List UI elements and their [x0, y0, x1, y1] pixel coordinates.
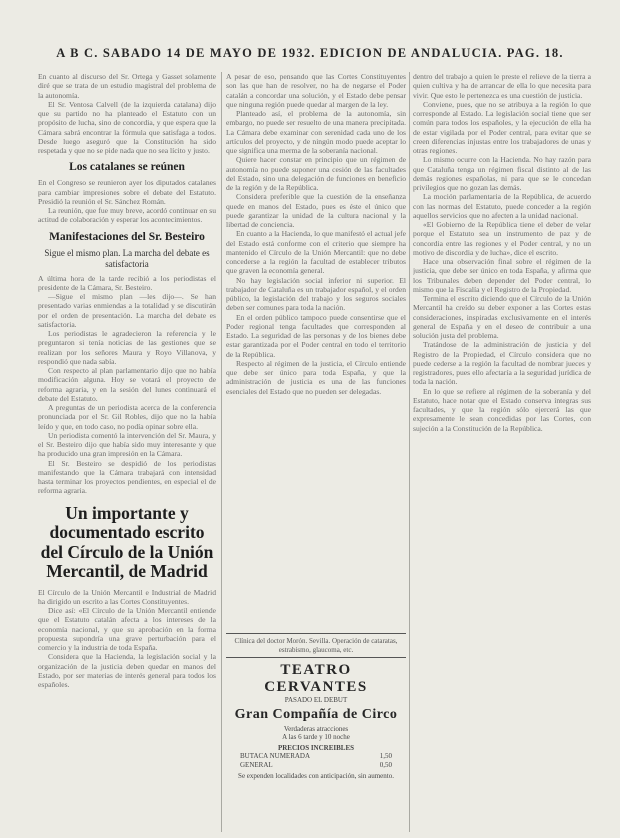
paragraph: Hace una observación final sobre el régimen de la justicia, que debe ser único en toda España, y afirma que los Tribunales deben depender del Poder central, lo mismo que la Fiscalía y el Registro de la Propiedad.	[413, 257, 591, 294]
ad-note: Se expenden localidades con anticipación, sin aumento.	[238, 772, 394, 781]
paragraph: —Sigue el mismo plan —les dijo—. Se han presentado varias enmiendas a la totalidad y se discutirán por el orden de presentación. La marcha del debate es satisfactoria.	[38, 292, 216, 329]
paragraph: En cuanto al discurso del Sr. Ortega y Gasset solamente diré que se trata de un estudio magistral del problema de la autonomía.	[38, 72, 216, 100]
headline-circulo: Un importante y documentado escrito del Círculo de la Unión Mercantil, de Madrid	[40, 502, 214, 581]
paragraph: A última hora de la tarde recibió a los periodistas el presidente de la Cámara, Sr. Besteiro.	[38, 273, 216, 292]
paragraph: Respecto al régimen de la justicia, el Círculo entiende que debe ser único para toda España, y que la administración de justicia es una de las funciones esenciales del Estado que no pueden ser delegadas.	[226, 358, 406, 396]
paragraph: Con respecto al plan parlamentario dijo que no había modificación alguna. Hoy se votará el proyecto de reforma agraria, y en la sesión del lunes continuará el debate del Estatuto.	[38, 366, 216, 403]
paragraph: Lo mismo ocurre con la Hacienda. No hay razón para que Cataluña tenga un régimen fiscal distinto al de las demás regiones españolas, ni para que se le concedan privilegios que no gozan las demás.	[413, 155, 591, 192]
clinic-ad: Clínica del doctor Morón. Sevilla. Operación de cataratas, estrabismo, glaucoma, etc.	[226, 637, 406, 658]
subheading-besteiro: Manifestaciones del Sr. Besteiro	[49, 230, 205, 243]
paragraph: A pesar de eso, pensando que las Cortes Constituyentes son las que han de resolver, no ha de negarse el Poder catalán a concordar una solución, y el Estado debe pensar que ninguna región puede quedar al margen de la ley.	[226, 72, 406, 109]
paragraph: Conviene, pues, que no se atribuya a la región lo que corresponde al Estado. La legislación social tiene que ser común para todos los españoles, y la ejecución de ella ha de estar vigilada por el Poder central, para evitar que se creen diferencias injustas entre los trabajadores de unas y otras regiones.	[413, 99, 591, 155]
paragraph: Dice así: «El Círculo de la Unión Mercantil entiende que el Estatuto catalán afecta a los intereses de la economía nacional, y que su aprobación en la forma propuesta supondría una grave perturbación para el comercio y la industria de toda España.	[38, 606, 216, 652]
column-rule	[409, 72, 410, 832]
paragraph: Considera preferible que la cuestión de la enseñanza quede en manos del Estado, pues es éste el único que puede garantizar la unidad de la cultura nacional y la libertad de conciencia.	[226, 192, 406, 229]
price-value: 1,50	[379, 752, 392, 761]
paragraph: Considera que la Hacienda, la legislación social y la organización de la justicia deben quedar en manos del Estado, por ser materias de interés general para todos los españoles.	[38, 652, 216, 689]
price-value: 0,50	[379, 761, 392, 770]
circus-company: Gran Compañía de Circo	[234, 706, 398, 722]
paragraph: En lo que se refiere al régimen de la soberanía y del Estatuto, hace notar que el Estado conserva íntegras sus facultades, y que la región sólo ejercerá las que expresamente le sean concedidas por las Cortes, con sujeción a la Constitución de la República.	[413, 386, 591, 433]
paragraph: Termina el escrito diciendo que el Círculo de la Unión Mercantil ha creído su deber exponer a las Cortes estas consideraciones, inspiradas exclusivamente en el interés general de España y en el deseo de contribuir a una solución justa del problema.	[413, 294, 591, 340]
paragraph: La reunión, que fue muy breve, acordó continuar en su actitud de colaboración y esperar los acontecimientos.	[38, 206, 216, 225]
paragraph: A preguntas de un periodista acerca de la conferencia pronunciada por el Sr. Gil Robles, dijo que no la había leído y que, en todo caso, no podía opinar sobre ella.	[38, 403, 216, 431]
paragraph: «El Gobierno de la República tiene el deber de velar porque el Estatuto sea un instrumento de paz y de concordia entre las regiones y el Poder central, y no un motivo de discordia y de lucha», dice el escrito.	[413, 220, 591, 257]
column-3	[413, 72, 591, 832]
column-rule	[221, 72, 222, 832]
paragraph: Un periodista comentó la intervención del Sr. Maura, y el Sr. Besteiro dijo que había sido muy interesante y que ha producido una gran impresión en la Cámara.	[38, 430, 216, 459]
ad-tagline: Verdaderas atracciones	[283, 724, 349, 733]
paragraph: dentro del trabajo a quien le preste el relieve de la tierra a quien cultiva y ha de arrancar de ella lo que necesita para vivir. Que esto le pertenezca es una cuestión de justicia.	[413, 72, 591, 100]
theatre-name: TEATRO CERVANTES	[264, 662, 368, 696]
paragraph: Planteado así, el problema de la autonomía, sin embargo, no puede ser resuelto de una manera precipitada. La Cámara debe examinar con serenidad cada uno de los artículos del proyecto, y de ningún modo puede aceptar lo que significa una merma de la soberanía nacional.	[226, 109, 406, 155]
paragraph: Los periodistas le agradecieron la referencia y le preguntaron si tenía noticias de las gestiones que se realizan por los señores Maura y Royo Villanova, y respondió que nada sabía.	[38, 329, 216, 366]
subheading-catalanes: Los catalanes se reúnen	[69, 161, 185, 174]
ad-presents: PASADO EL DEBUT	[284, 696, 348, 705]
paragraph: El Sr. Besteiro se despidió de los periodistas manifestando que la Cámara trabajará con intensidad hasta terminar los proyectos pendientes, en especial el de reforma agraria.	[38, 458, 216, 496]
paragraph: En el Congreso se reunieron ayer los diputados catalanes para cambiar impresiones sobre el debate del Estatuto. Presidió la reunión el Sr. Sánchez Román.	[38, 178, 216, 206]
paragraph: La moción parlamentaria de la República, de acuerdo con las normas del Estatuto, puede conceder a la región aquellos servicios que no afecten a la unidad nacional.	[413, 192, 591, 220]
price-label: BUTACA NUMERADA	[240, 752, 311, 761]
ad-schedule: A las 6 tarde y 10 noche	[282, 733, 350, 742]
paragraph: No hay legislación social inferior ni superior. El trabajador de Cataluña es un trabajador español, y el orden público, la legislación del trabajo y los seguros sociales deben ser comunes para toda la nación.	[226, 275, 406, 313]
paragraph: Quiere hacer constar en principio que un régimen de autonomía no puede suponer una cesión de las facultades del Estado, sino una delegación de funciones en beneficio de la región y de la República.	[226, 155, 406, 192]
paragraph: El Sr. Ventosa Calvell (de la izquierda catalana) dijo que su partido no ha planteado el Estatuto con un propósito de lucha, sino de concordia, y que espera que la Cámara sabrá encontrar la fórmula que satisfaga a todos. Desde luego aseguró que la Constitución ha sido respetada y que no se pide nada que no sea lícito y justo.	[38, 99, 216, 155]
price-row	[226, 761, 406, 770]
advertisement	[226, 633, 406, 832]
paragraph: El Círculo de la Unión Mercantil e Industrial de Madrid ha dirigido un escrito a las Cortes Constituyentes.	[38, 587, 216, 606]
paragraph: Tratándose de la administración de justicia y del Registro de la Propiedad, el Círculo considera que no puede cederse a la región la facultad de nombrar jueces y registradores, pues ello afectaría a la seguridad jurídica de toda la nación.	[413, 340, 591, 387]
paragraph: En el orden público tampoco puede consentirse que el Poder regional tenga facultades que corresponden al Estado. La seguridad de las personas y de los bienes debe estar garantizada por el Poder central en todo el territorio de la República.	[226, 312, 406, 359]
deck-besteiro: Sigue el mismo plan. La marcha del debate es satisfactoria	[44, 247, 210, 269]
paragraph: En cuanto a la Hacienda, lo que manifestó el actual jefe del Estado está conforme con el criterio que siempre ha mantenido el Círculo de la Unión Mercantil: que no debe concederse a la región la facultad de establecer tributos que graven la economía general.	[226, 229, 406, 276]
prices-title: PRECIOS INCREIBLES	[277, 743, 355, 752]
column-2	[226, 72, 406, 627]
price-label: GENERAL	[240, 761, 273, 770]
column-1	[38, 72, 216, 832]
page-header: A B C. SABADO 14 DE MAYO DE 1932. EDICION DE ANDALUCIA. PAG. 18.	[56, 46, 564, 60]
price-row	[226, 752, 406, 761]
